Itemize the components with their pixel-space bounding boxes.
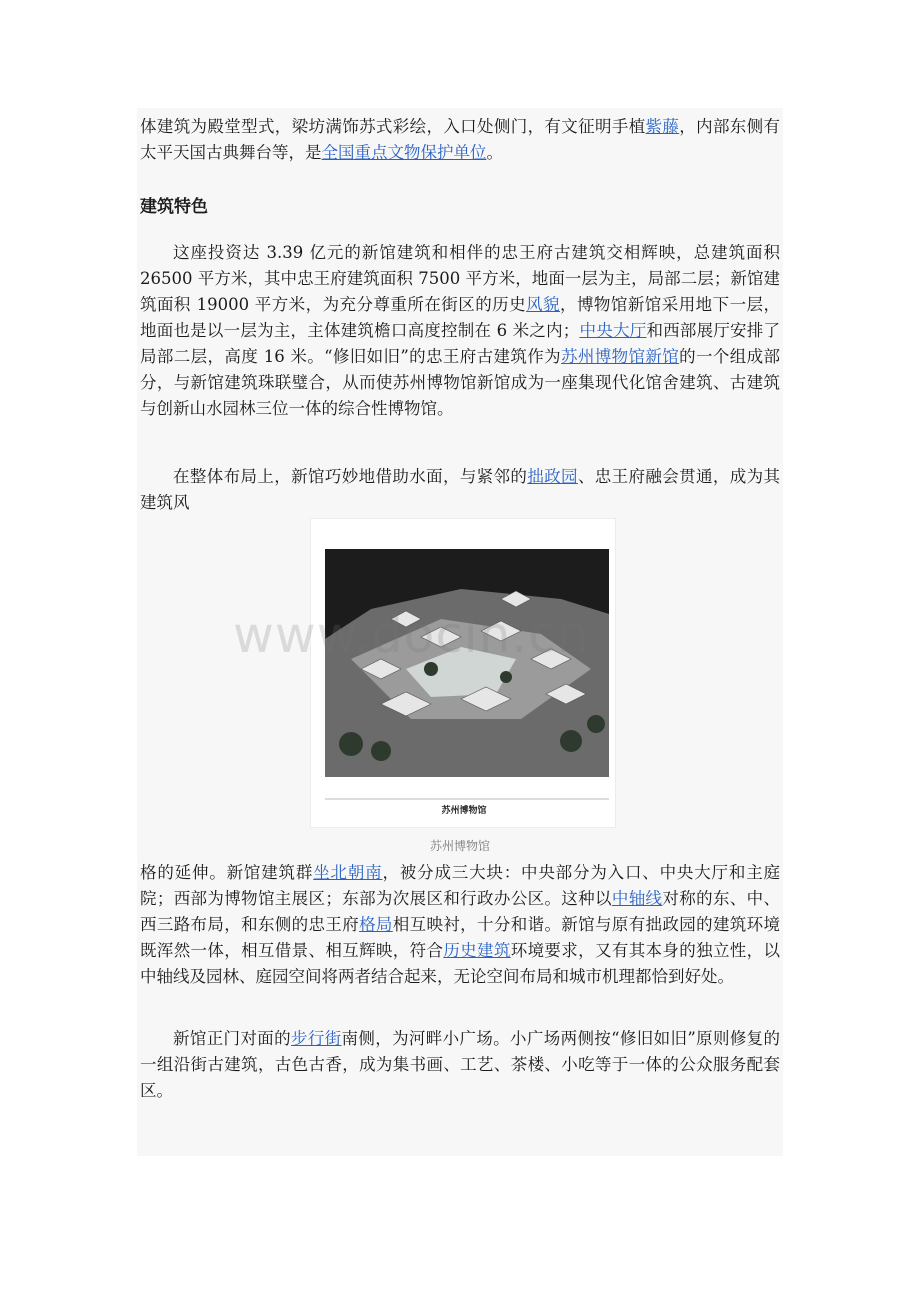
text: ，内部东侧有太平天国古典舞台等，是	[140, 117, 781, 162]
text: 格的延伸。新馆建筑群	[140, 863, 314, 882]
text: ，被分成三大块：中央部分为入口、中央大厅和主庭院；西部为博物馆主展区；东部为次展区和行政办公区。这种以	[140, 863, 781, 908]
text: 相互映衬，十分和谐。新馆与原有拙政园的建筑环境既浑然一体，相互借景、相互辉映，符合	[140, 915, 781, 960]
text: 新馆正门对面的	[173, 1029, 291, 1048]
text: 环境要求，又有其本身的独立性，以中轴线及园林、庭园空间将两者结合起来，无论空间布局和城市机理都恰到好处。	[140, 941, 781, 986]
paragraph-overview	[140, 240, 780, 422]
link-historic-buildings[interactable]: 历史建筑	[443, 941, 511, 960]
link-humble-garden[interactable]: 拙政园	[527, 467, 578, 486]
link-fengmao[interactable]: 风貌	[526, 295, 561, 314]
link-north-south[interactable]: 坐北朝南	[313, 863, 383, 882]
text: 、忠王府融会贯通，成为其建筑风	[140, 467, 781, 512]
section-heading: 建筑特色	[140, 197, 208, 217]
paragraph-layout-cont	[140, 860, 780, 990]
text: 这座投资达 3.39 亿元的新馆建筑和相伴的忠王府古建筑交相辉映，总建筑面积 26500 平方米，其中忠王府建筑面积 7500 平方米，地面一层为主，局部二层；新馆建筑面积 19000 平方米，为充分尊重所在街区的历史	[140, 243, 780, 314]
text: 体建筑为殿堂型式，梁坊满饰苏式彩绘，入口处侧门，有文征明手植	[140, 117, 646, 136]
text: 南侧，为河畔小广场。小广场两侧按“修旧如旧”原则修复的一组沿街古建筑，古色古香，成为集书画、工艺、茶楼、小吃等于一体的公众服务配套区。	[140, 1029, 781, 1100]
paragraph-intro	[140, 114, 780, 166]
text: ，博物馆新馆采用地下一层，地面也是以一层为主，主体建筑檐口高度控制在 6 米之内；	[140, 295, 781, 340]
text: 。	[486, 143, 503, 162]
paragraph-layout	[140, 464, 780, 516]
watermark: www.docin.cn	[233, 606, 590, 664]
link-suzhou-museum-new[interactable]: 苏州博物馆新馆	[561, 347, 680, 366]
document-body	[137, 108, 783, 1156]
link-central-hall[interactable]: 中央大厅	[579, 321, 647, 340]
link-national-heritage[interactable]: 全国重点文物保护单位	[321, 143, 487, 162]
paragraph-plaza	[140, 1026, 780, 1104]
museum-figure	[310, 518, 616, 828]
text: 对称的东、中、西三路布局，和东侧的忠王府	[140, 889, 781, 934]
text: 在整体布局上，新馆巧妙地借助水面，与紧邻的	[173, 467, 528, 486]
link-wisteria[interactable]: 紫藤	[645, 117, 680, 136]
link-geju[interactable]: 格局	[359, 915, 393, 934]
text: 的一个组成部分，与新馆建筑珠联璧合，从而使苏州博物馆新馆成为一座集现代化馆舍建筑、古建筑与创新山水园林三位一体的综合性博物馆。	[140, 347, 781, 418]
museum-model-photo	[310, 518, 616, 828]
text: 和西部展厅安排了局部二层，高度 16 米。“修旧如旧”的忠王府古建筑作为	[140, 321, 781, 366]
link-pedestrian-street[interactable]: 步行街	[290, 1029, 342, 1048]
figure-caption: 苏州博物馆	[429, 839, 490, 853]
museum-model-illustration	[311, 519, 617, 829]
link-central-axis[interactable]: 中轴线	[611, 889, 663, 908]
photo-title-text: 苏州博物馆	[441, 806, 487, 816]
